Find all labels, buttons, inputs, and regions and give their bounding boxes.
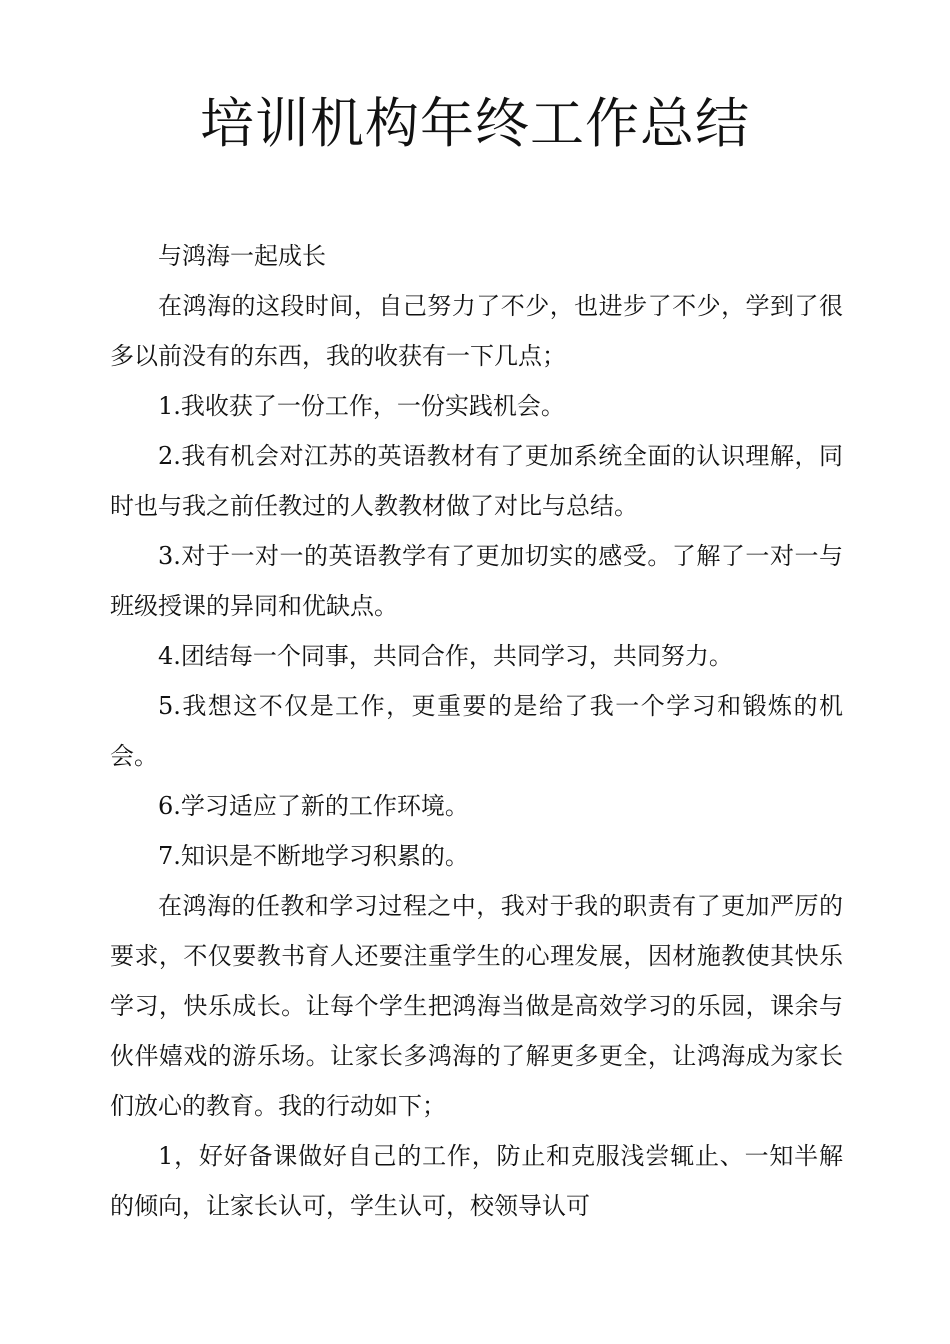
- action-item-1: 1，好好备课做好自己的工作，防止和克服浅尝辄止、一知半解的倾向，让家长认可，学生认可，校领导认可: [110, 1142, 843, 1220]
- intro-paragraph: 在鸿海的这段时间，自己努力了不少，也进步了不少，学到了很多以前没有的东西，我的收获有一下几点；: [110, 292, 843, 370]
- document-title: 培训机构年终工作总结: [200, 92, 750, 155]
- document-body: [110, 231, 843, 1231]
- list-item-6: 6.学习适应了新的工作环境。: [158, 792, 469, 820]
- list-item-1: 1.我收获了一份工作，一份实践机会。: [158, 392, 565, 420]
- list-item-7: 7.知识是不断地学习积累的。: [158, 842, 469, 870]
- list-item-3: 3.对于一对一的英语教学有了更加切实的感受。了解了一对一与班级授课的异同和优缺点。: [110, 542, 843, 620]
- list-item-5: 5.我想这不仅是工作，更重要的是给了我一个学习和锻炼的机会。: [110, 692, 843, 770]
- list-item-2: 2.我有机会对江苏的英语教材有了更加系统全面的认识理解，同时也与我之前任教过的人教教材做了对比与总结。: [110, 442, 843, 520]
- body-paragraph: 在鸿海的任教和学习过程之中，我对于我的职责有了更加严厉的要求，不仅要教书育人还要注重学生的心理发展，因材施教使其快乐学习，快乐成长。让每个学生把鸿海当做是高效学习的乐园，课余与伙伴嬉戏的游乐场。让家长多鸿海的了解更多更全，让鸿海成为家长们放心的教育。我的行动如下；: [110, 892, 843, 1120]
- subtitle-paragraph: 与鸿海一起成长: [158, 242, 326, 270]
- list-item-4: 4.团结每一个同事，共同合作，共同学习，共同努力。: [158, 642, 733, 670]
